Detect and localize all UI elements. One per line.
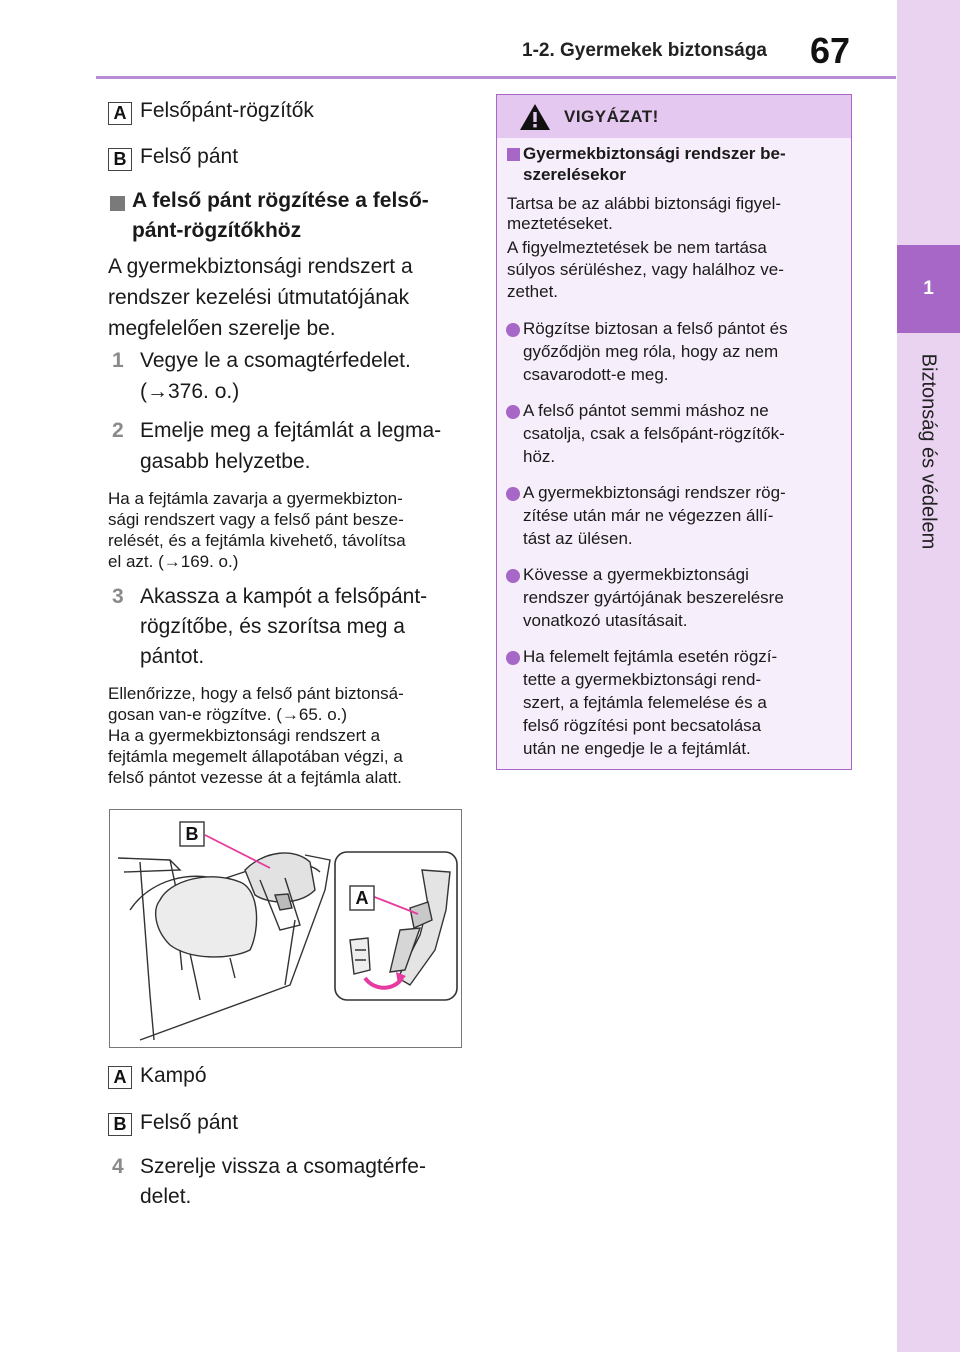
warning-intro-line: zethet.: [507, 282, 559, 301]
warning-intro-line: Tartsa be az alábbi biztonsági figyel-: [507, 194, 782, 213]
section-heading-line2: pánt-rögzítőkhöz: [132, 219, 302, 242]
section-heading-line1: A felső pánt rögzítése a felső-: [132, 189, 429, 212]
figure-label-b: B: [185, 824, 199, 844]
warning-title: VIGYÁZAT!: [564, 107, 659, 126]
note1-line: Ha a fejtámla zavarja a gyermekbizton-: [108, 489, 403, 508]
warning-bullet-line: höz.: [523, 447, 556, 466]
bullet-dot-icon: [506, 569, 520, 583]
note2-line[interactable]: gosan van-e rögzítve. (→65. o.): [108, 705, 348, 724]
warning-bullet-line: Ha felemelt fejtámla esetén rögzí-: [523, 647, 778, 666]
bullet-dot-icon: [506, 651, 520, 665]
warning-bullet-line: csatolja, csak a felsőpánt-rögzítők-: [523, 424, 785, 443]
step1-line1: Vegye le a csomagtérfedelet.: [140, 349, 411, 372]
warning-bullet-line: felső rögzítési pont becsatolása: [523, 716, 762, 735]
warning-intro-line: A figyelmeztetések be nem tartása: [507, 238, 767, 257]
warning-intro-line: meztetéseket.: [507, 214, 613, 233]
note2-line: Ha a gyermekbiztonsági rendszert a: [108, 726, 381, 745]
warning-bullet-line: Kövesse a gyermekbiztonsági: [523, 565, 749, 584]
warning-subheading-line2: szerelésekor: [523, 165, 627, 184]
header-divider: [96, 76, 896, 79]
warning-bullet-line: A felső pántot semmi máshoz ne: [523, 401, 769, 420]
warning-subheading-line1: Gyermekbiztonsági rendszer be-: [523, 144, 786, 163]
step1-line2[interactable]: (→376. o.): [140, 380, 240, 403]
bullet-dot-icon: [506, 405, 520, 419]
label-b-icon: B: [108, 1113, 132, 1136]
bullet-square-icon: [110, 196, 125, 211]
warning-triangle-icon: [519, 103, 551, 131]
step-number-1: 1: [112, 349, 124, 372]
note2-line: Ellenőrizze, hogy a felső pánt biztonsá-: [108, 684, 404, 703]
step2-line1: Emelje meg a fejtámlát a legma-: [140, 419, 442, 442]
legend-strap-text: Felső pánt: [140, 145, 239, 168]
note1-line[interactable]: el azt. (→169. o.): [108, 552, 239, 571]
legend-anchor-text: Felsőpánt-rögzítők: [140, 99, 314, 122]
label-a-icon: A: [108, 102, 132, 125]
warning-intro-line: súlyos sérüléshez, vagy halálhoz ve-: [507, 260, 784, 279]
warning-box: [496, 94, 852, 770]
label-b-icon: B: [108, 148, 132, 171]
bullet-square-icon: [507, 148, 520, 161]
step3-line3: pántot.: [140, 645, 205, 668]
warning-bullet-line: tást az ülésen.: [523, 529, 633, 548]
warning-bullet-line: győződjön meg róla, hogy az nem: [523, 342, 779, 361]
warning-bullet-line: Rögzítse biztosan a felső pántot és: [523, 319, 788, 338]
chapter-tab[interactable]: 1: [897, 245, 960, 333]
figure-label-a: A: [355, 888, 369, 908]
section-title: 1-2. Gyermekek biztonsága: [522, 40, 767, 61]
warning-bullet-line: csavarodott-e meg.: [523, 365, 669, 384]
warning-bullet-line: A gyermekbiztonsági rendszer rög-: [523, 483, 786, 502]
note2-line: felső pántot vezesse át a fejtámla alatt.: [108, 768, 402, 787]
warning-bullet-line: szert, a fejtámla felemelése és a: [523, 693, 767, 712]
note2-line: fejtámla megemelt állapotában végzi, a: [108, 747, 403, 766]
warning-header: [497, 95, 851, 138]
step4-line2: delet.: [140, 1185, 192, 1208]
note1-line: sági rendszert vagy a felső pánt besze-: [108, 510, 404, 529]
step-number-4: 4: [112, 1155, 124, 1178]
warning-bullet-line: zítése után már ne végezzen állí-: [523, 506, 774, 525]
step3-line1: Akassza a kampót a felsőpánt-: [140, 585, 428, 608]
step4-line1: Szerelje vissza a csomagtérfe-: [140, 1155, 426, 1178]
warning-bullet-line: vonatkozó utasításait.: [523, 611, 688, 630]
step-number-2: 2: [112, 419, 124, 442]
callout-b-line: [205, 835, 270, 868]
intro-line: rendszer kezelési útmutatójának: [108, 286, 410, 309]
warning-bullet-line: után ne engedje le a fejtámlát.: [523, 739, 751, 758]
page-number: 67: [810, 30, 851, 71]
step-number-3: 3: [112, 585, 124, 608]
chapter-side-band: [897, 0, 960, 1352]
legend-hook-text: Kampó: [140, 1064, 207, 1087]
intro-line: megfelelően szerelje be.: [108, 317, 336, 340]
note1-line: relését, és a fejtámla kivehető, távolítsa: [108, 531, 406, 550]
child-seat-illustration: [109, 809, 462, 1048]
chapter-title: Biztonság és védelem: [917, 353, 940, 550]
step3-line2: rögzítőbe, és szorítsa meg a: [140, 615, 405, 638]
label-a-icon: A: [108, 1066, 132, 1089]
legend-strap-text: Felső pánt: [140, 1111, 239, 1134]
warning-bullet-line: rendszer gyártójának beszerelésre: [523, 588, 784, 607]
seat-drawing: [110, 810, 460, 1046]
warning-bullet-line: tette a gyermekbiztonsági rend-: [523, 670, 762, 689]
bullet-dot-icon: [506, 323, 520, 337]
step2-line2: gasabb helyzetbe.: [140, 450, 311, 473]
bullet-dot-icon: [506, 487, 520, 501]
intro-line: A gyermekbiztonsági rendszert a: [108, 255, 413, 278]
